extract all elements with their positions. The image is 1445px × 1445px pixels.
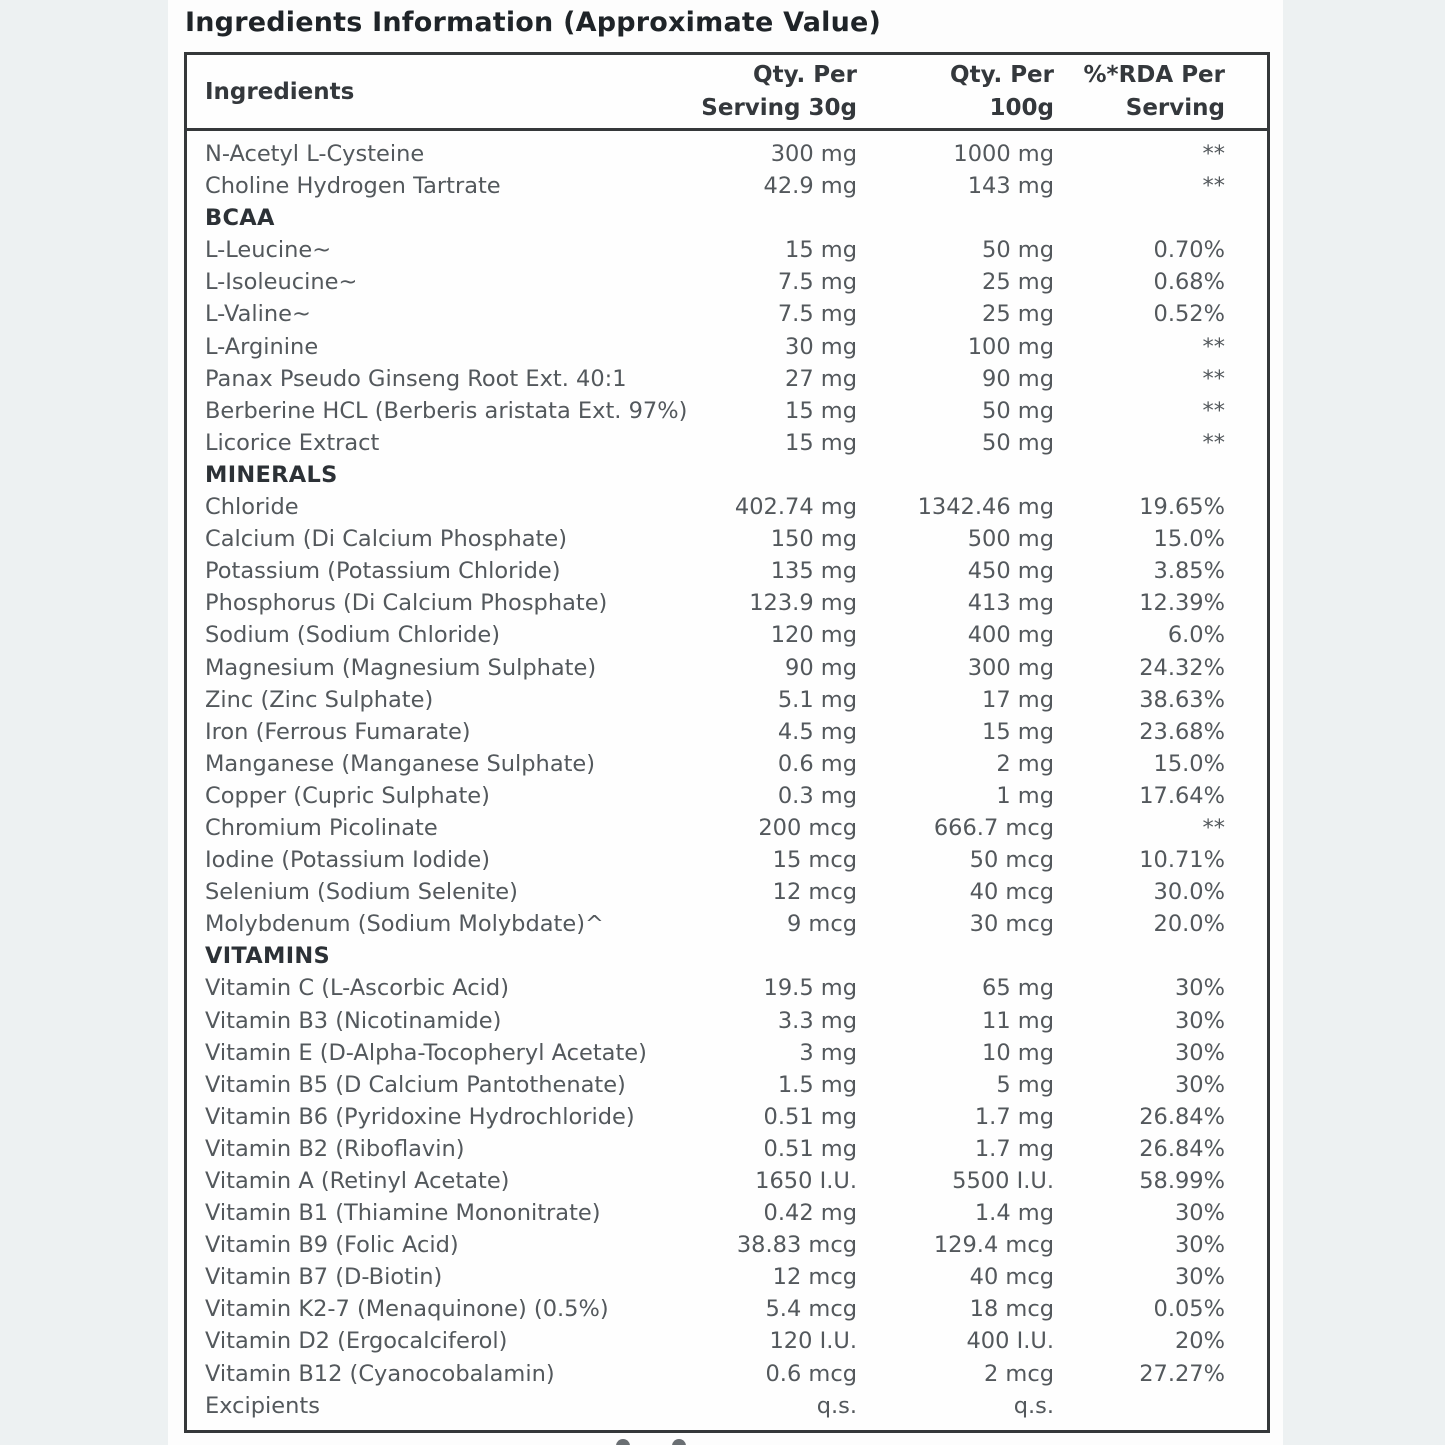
cell-rda-per-serving: 6.0% [1167, 622, 1225, 649]
table-row [187, 619, 1225, 651]
cell-qty-per-serving: 19.5 mg [763, 975, 857, 1002]
cell-rda-per-serving: 24.32% [1139, 654, 1225, 681]
table-row [187, 1069, 1225, 1101]
cell-ingredient-name: Calcium (Di Calcium Phosphate) [205, 526, 567, 553]
cell-ingredient-name: Choline Hydrogen Tartrate [205, 173, 501, 200]
cell-ingredient-name: Vitamin C (L-Ascorbic Acid) [205, 975, 509, 1002]
cell-rda-per-serving: 10.71% [1139, 847, 1225, 874]
cell-rda-per-serving [1054, 940, 1225, 972]
table-row [187, 1293, 1225, 1325]
cell-rda-per-serving: ** [1202, 333, 1225, 360]
cell-qty-per-100g: 50 mg [982, 397, 1054, 424]
section-header-row [187, 940, 1225, 972]
col-header-qty-per-100g [857, 59, 1054, 123]
cell-ingredient-name: MINERALS [205, 461, 338, 488]
cell-ingredient-name: Vitamin K2-7 (Menaquinone) (0.5%) [205, 1296, 609, 1323]
cell-qty-per-100g: 1000 mg [953, 141, 1054, 167]
cell-ingredient-name: L-Valine~ [205, 301, 311, 328]
cell-qty-per-serving: 4.5 mg [777, 718, 857, 745]
cell-qty-per-100g: 413 mg [967, 590, 1054, 617]
cell-ingredient-name: Vitamin E (D-Alpha-Tocopheryl Acetate) [205, 1039, 647, 1066]
table-row [187, 972, 1225, 1004]
cell-qty-per-serving: 3.3 mg [777, 1007, 857, 1034]
cell-rda-per-serving: ** [1202, 397, 1225, 424]
cell-rda-per-serving: 30% [1174, 1200, 1225, 1227]
col-header-line: %*RDA Per [1083, 62, 1225, 89]
cell-ingredient-name: Selenium (Sodium Selenite) [205, 879, 518, 906]
cell-qty-per-100g: 100 mg [967, 333, 1054, 360]
cell-ingredient-name: Excipients [205, 1392, 320, 1419]
col-header-line: 100g [989, 94, 1054, 121]
cell-rda-per-serving: 0.68% [1153, 269, 1225, 296]
table-row [187, 555, 1225, 587]
table-row [187, 1101, 1225, 1133]
cell-qty-per-serving: 150 mg [770, 526, 857, 553]
cell-rda-per-serving: 20.0% [1153, 911, 1225, 938]
table-row [187, 1165, 1225, 1197]
cell-qty-per-100g: 5 mg [996, 1071, 1054, 1098]
cell-qty-per-100g: 18 mcg [969, 1296, 1054, 1323]
cell-ingredient-name: Vitamin B9 (Folic Acid) [205, 1232, 459, 1259]
table-row [187, 395, 1225, 427]
cell-qty-per-100g: 50 mg [982, 429, 1054, 456]
table-row [187, 684, 1225, 716]
cell-rda-per-serving: 20% [1174, 1328, 1225, 1355]
table-row [187, 427, 1225, 459]
cell-rda-per-serving: ** [1202, 429, 1225, 456]
cell-qty-per-serving: 3 mg [799, 1039, 857, 1066]
cell-rda-per-serving: 30% [1174, 1039, 1225, 1066]
cell-qty-per-100g: 2 mcg [983, 1360, 1054, 1387]
table-row [187, 1358, 1225, 1390]
cell-rda-per-serving: ** [1202, 173, 1225, 200]
cell-ingredient-name: Potassium (Potassium Chloride) [205, 558, 561, 585]
cell-qty-per-100g: 40 mcg [969, 1264, 1054, 1291]
cell-qty-per-serving: 120 mg [770, 622, 857, 649]
cell-ingredient-name: L-Leucine~ [205, 237, 332, 264]
cell-ingredient-name: Licorice Extract [205, 429, 380, 456]
table-row [187, 812, 1225, 844]
cell-ingredient-name: BCAA [205, 205, 275, 232]
cell-rda-per-serving: 30% [1174, 1071, 1225, 1098]
table-row [187, 523, 1225, 555]
cell-rda-per-serving: 17.64% [1139, 782, 1225, 809]
table-row [187, 298, 1225, 330]
table-row [187, 266, 1225, 298]
cell-rda-per-serving: 30% [1174, 1264, 1225, 1291]
table-header-row [187, 55, 1267, 131]
cell-rda-per-serving: 3.85% [1153, 558, 1225, 585]
cell-ingredient-name: Molybdenum (Sodium Molybdate)^ [205, 911, 604, 938]
cell-ingredient-name: Panax Pseudo Ginseng Root Ext. 40:1 [205, 365, 627, 392]
table-row [187, 587, 1225, 619]
table-row [187, 748, 1225, 780]
cell-ingredient-name: Iodine (Potassium Iodide) [205, 847, 490, 874]
cell-qty-per-100g: 50 mcg [969, 847, 1054, 874]
cell-ingredient-name: Berberine HCL (Berberis aristata Ext. 97%) [205, 397, 688, 424]
cell-qty-per-serving: 5.4 mcg [765, 1296, 857, 1323]
cell-qty-per-serving: 90 mg [785, 654, 857, 681]
table-row [187, 1005, 1225, 1037]
cell-qty-per-100g: 2 mg [996, 750, 1054, 777]
cell-qty-per-100g: 5500 I.U. [952, 1168, 1054, 1194]
cell-qty-per-serving: 15 mg [785, 429, 857, 456]
cell-qty-per-100g: 1 mg [996, 782, 1054, 809]
col-header-line: Qty. Per [753, 62, 857, 89]
col-header-line: Qty. Per [950, 62, 1054, 89]
cell-rda-per-serving: 38.63% [1139, 686, 1225, 713]
cell-qty-per-serving: 15 mcg [772, 847, 857, 874]
cell-qty-per-serving [639, 202, 857, 234]
cell-qty-per-serving: 0.51 mg [763, 1103, 857, 1130]
cell-qty-per-serving: 7.5 mg [777, 301, 857, 328]
cell-qty-per-100g: 500 mg [967, 526, 1054, 553]
cell-qty-per-100g: 1.4 mg [974, 1200, 1054, 1227]
cell-qty-per-100g: 17 mg [982, 686, 1054, 713]
cell-ingredient-name: Vitamin B12 (Cyanocobalamin) [205, 1360, 555, 1387]
cell-qty-per-serving: 0.6 mg [777, 750, 857, 777]
cell-qty-per-100g: 300 mg [967, 654, 1054, 681]
cell-rda-per-serving: ** [1202, 365, 1225, 392]
cell-qty-per-serving: 200 mcg [758, 814, 857, 841]
cell-qty-per-100g: 1.7 mg [974, 1135, 1054, 1162]
cell-ingredient-name: Chloride [205, 494, 299, 521]
table-row [187, 491, 1225, 523]
cell-ingredient-name: Vitamin B2 (Riboflavin) [205, 1135, 465, 1162]
table-row [187, 1325, 1225, 1357]
cell-rda-per-serving: 30.0% [1153, 879, 1225, 906]
cell-qty-per-100g [857, 202, 1054, 234]
cell-qty-per-serving: 30 mg [785, 333, 857, 360]
cell-qty-per-serving: 38.83 mcg [736, 1232, 857, 1259]
cell-qty-per-100g: 25 mg [982, 301, 1054, 328]
cell-qty-per-100g: 30 mcg [969, 911, 1054, 938]
col-header-qty-per-serving [639, 59, 857, 123]
cell-qty-per-100g: 129.4 mcg [933, 1232, 1054, 1259]
cell-ingredient-name: Chromium Picolinate [205, 814, 438, 841]
col-header-line: Serving [1125, 94, 1225, 121]
label-panel [168, 0, 1283, 1445]
table-row [187, 138, 1225, 170]
cell-qty-per-100g: 90 mg [982, 365, 1054, 392]
table-row [187, 1390, 1225, 1422]
table-row [187, 1197, 1225, 1229]
table-row [187, 1037, 1225, 1069]
table-row [187, 363, 1225, 395]
cell-rda-per-serving: 30% [1174, 975, 1225, 1002]
cell-ingredient-name: L-Isoleucine~ [205, 269, 358, 296]
cell-qty-per-serving: 0.51 mg [763, 1135, 857, 1162]
cell-ingredient-name: Vitamin D2 (Ergocalciferol) [205, 1328, 508, 1355]
cell-rda-per-serving: 15.0% [1153, 750, 1225, 777]
cell-rda-per-serving: ** [1202, 141, 1225, 167]
cell-qty-per-100g: 400 I.U. [966, 1328, 1054, 1355]
cell-qty-per-serving: 1650 I.U. [755, 1168, 857, 1194]
cell-rda-per-serving: 12.39% [1139, 590, 1225, 617]
page-title: Ingredients Information (Approximate Value) [185, 7, 882, 38]
cell-qty-per-100g [857, 459, 1054, 491]
cell-qty-per-serving: 12 mcg [772, 879, 857, 906]
cell-qty-per-serving: 5.1 mg [777, 686, 857, 713]
table-row [187, 331, 1225, 363]
table-row [187, 170, 1225, 202]
table-row [187, 716, 1225, 748]
cell-ingredient-name: N-Acetyl L-Cysteine [205, 141, 425, 167]
cell-qty-per-100g: 1.7 mg [974, 1103, 1054, 1130]
cell-ingredient-name: Vitamin B1 (Thiamine Mononitrate) [205, 1200, 601, 1227]
cell-rda-per-serving [1054, 202, 1225, 234]
cell-rda-per-serving: 19.65% [1139, 494, 1225, 521]
cell-qty-per-serving: 123.9 mg [749, 590, 857, 617]
cell-qty-per-100g: 10 mg [982, 1039, 1054, 1066]
cell-qty-per-100g: 65 mg [982, 975, 1054, 1002]
table-row [187, 1229, 1225, 1261]
cell-qty-per-serving: 12 mcg [772, 1264, 857, 1291]
cell-ingredient-name: Iron (Ferrous Fumarate) [205, 718, 471, 745]
cell-qty-per-100g: 15 mg [982, 718, 1054, 745]
cell-qty-per-100g: 40 mcg [969, 879, 1054, 906]
cutoff-mark [672, 1439, 686, 1445]
cell-ingredient-name: Magnesium (Magnesium Sulphate) [205, 654, 597, 681]
table-row [187, 652, 1225, 684]
cell-qty-per-100g: 25 mg [982, 269, 1054, 296]
cell-qty-per-serving: 15 mg [785, 397, 857, 424]
cell-ingredient-name: Zinc (Zinc Sulphate) [205, 686, 434, 713]
table-row [187, 844, 1225, 876]
cell-rda-per-serving: 58.99% [1139, 1168, 1225, 1194]
cell-qty-per-serving: 7.5 mg [777, 269, 857, 296]
cell-qty-per-100g [857, 940, 1054, 972]
cell-qty-per-serving: 0.3 mg [777, 782, 857, 809]
cell-rda-per-serving: ** [1202, 814, 1225, 841]
cell-qty-per-serving: 120 I.U. [769, 1328, 857, 1355]
cell-rda-per-serving: 30% [1174, 1232, 1225, 1259]
cell-ingredient-name: Copper (Cupric Sulphate) [205, 782, 490, 809]
table-row [187, 780, 1225, 812]
cell-rda-per-serving: 15.0% [1153, 526, 1225, 553]
cell-qty-per-serving [639, 459, 857, 491]
cell-qty-per-serving: 300 mg [770, 141, 857, 167]
cell-qty-per-100g: q.s. [1013, 1392, 1054, 1419]
cell-qty-per-100g: 11 mg [982, 1007, 1054, 1034]
col-header-line: Serving 30g [701, 94, 857, 121]
cell-ingredient-name: Vitamin A (Retinyl Acetate) [205, 1168, 510, 1194]
section-header-row [187, 459, 1225, 491]
cutoff-text-artifact [598, 1439, 708, 1445]
ingredients-table [184, 52, 1270, 1433]
cell-rda-per-serving: 26.84% [1139, 1103, 1225, 1130]
cell-qty-per-serving: 0.6 mcg [765, 1360, 857, 1387]
cell-ingredient-name: Vitamin B3 (Nicotinamide) [205, 1007, 502, 1034]
cell-ingredient-name: Phosphorus (Di Calcium Phosphate) [205, 590, 608, 617]
cell-qty-per-100g: 1342.46 mg [917, 494, 1054, 521]
cell-rda-per-serving [1054, 459, 1225, 491]
cell-qty-per-serving [639, 940, 857, 972]
cell-rda-per-serving: 27.27% [1139, 1360, 1225, 1387]
cell-qty-per-100g: 666.7 mcg [933, 814, 1054, 841]
cell-qty-per-serving: 9 mcg [786, 911, 857, 938]
cell-qty-per-serving: 1.5 mg [777, 1071, 857, 1098]
cell-ingredient-name: Vitamin B7 (D-Biotin) [205, 1264, 443, 1291]
table-row [187, 1133, 1225, 1165]
cell-qty-per-serving: 402.74 mg [734, 494, 857, 521]
table-body [187, 131, 1267, 1430]
col-header-rda-per-serving [1054, 59, 1225, 123]
cell-qty-per-serving: 15 mg [785, 237, 857, 264]
cell-ingredient-name: Vitamin B6 (Pyridoxine Hydrochloride) [205, 1103, 635, 1130]
cell-ingredient-name: Manganese (Manganese Sulphate) [205, 750, 596, 777]
cell-ingredient-name: Vitamin B5 (D Calcium Pantothenate) [205, 1071, 626, 1098]
cell-qty-per-serving: 0.42 mg [763, 1200, 857, 1227]
cutoff-mark [616, 1439, 630, 1445]
cell-rda-per-serving: 30% [1174, 1007, 1225, 1034]
section-header-row [187, 202, 1225, 234]
cell-rda-per-serving: 26.84% [1139, 1135, 1225, 1162]
cell-rda-per-serving: 0.70% [1153, 237, 1225, 264]
cell-rda-per-serving: 0.52% [1153, 301, 1225, 328]
cell-qty-per-100g: 450 mg [967, 558, 1054, 585]
cell-qty-per-serving: 42.9 mg [763, 173, 857, 200]
cell-qty-per-serving: q.s. [816, 1392, 857, 1419]
table-row [187, 234, 1225, 266]
table-row [187, 1261, 1225, 1293]
cell-qty-per-100g: 143 mg [967, 173, 1054, 200]
cell-ingredient-name: L-Arginine [205, 333, 319, 360]
cell-rda-per-serving: 0.05% [1153, 1296, 1225, 1323]
col-header-ingredients: Ingredients [205, 78, 355, 105]
cell-qty-per-serving: 135 mg [770, 558, 857, 585]
cell-ingredient-name: Sodium (Sodium Chloride) [205, 622, 500, 649]
table-row [187, 876, 1225, 908]
cell-rda-per-serving: 23.68% [1139, 718, 1225, 745]
cell-qty-per-serving: 27 mg [785, 365, 857, 392]
cell-qty-per-100g: 400 mg [967, 622, 1054, 649]
cell-qty-per-100g: 50 mg [982, 237, 1054, 264]
table-row [187, 908, 1225, 940]
cell-rda-per-serving [1054, 1390, 1225, 1422]
cell-ingredient-name: VITAMINS [205, 943, 330, 970]
